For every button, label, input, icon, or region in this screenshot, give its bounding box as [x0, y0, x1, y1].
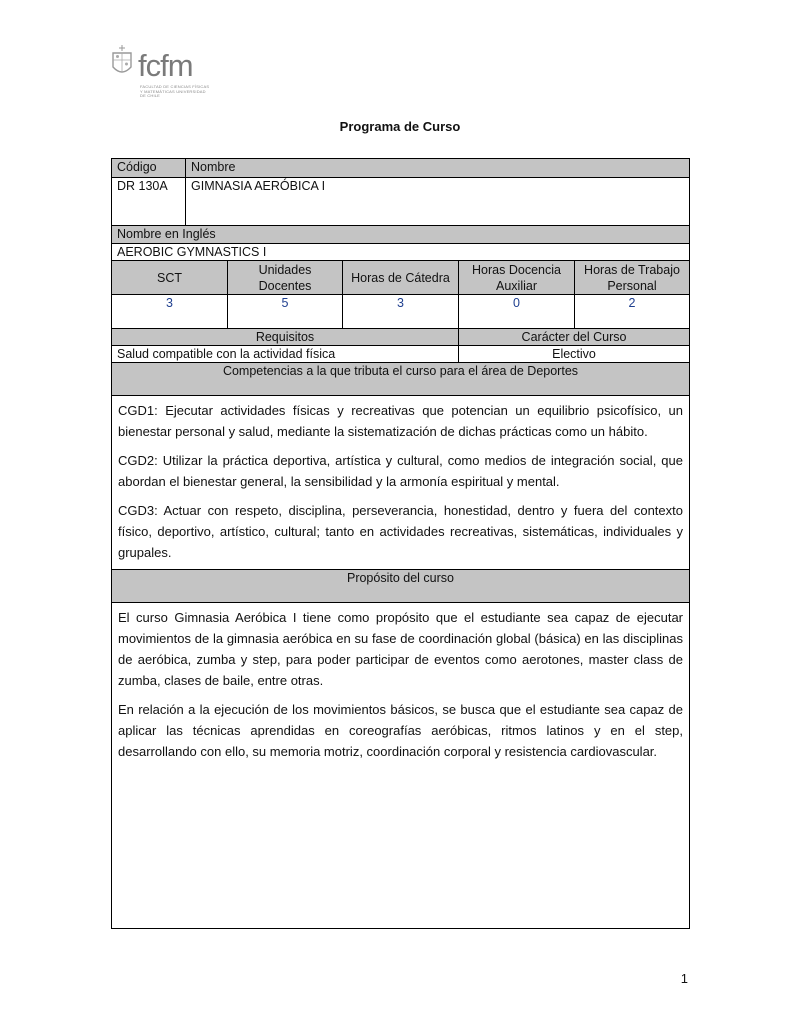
requirements-label: Requisitos — [112, 329, 459, 346]
course-name: GIMNASIA AERÓBICA I — [186, 178, 690, 226]
english-name: AEROBIC GYMNASTICS I — [112, 244, 690, 261]
university-crest-icon — [110, 45, 134, 79]
credits-header-units: Unidades Docentes — [228, 261, 343, 295]
course-program-table — [111, 158, 690, 929]
course-code: DR 130A — [112, 178, 186, 226]
logo-subtitle: FACULTAD DE CIENCIAS FÍSICAS Y MATEMÁTICAS UNIVERSIDAD DE CHILE — [140, 84, 210, 98]
purpose-paragraph: En relación a la ejecución de los movimientos básicos, se busca que el estudiante sea capaz de aplicar las técnicas aprendidas en coreografías aeróbicas, ritmos latinos y en el step, desarrollando con ello, su memoria motriz, coordinación corporal y resistencia cardiovascular. — [118, 702, 683, 759]
credits-value-sct: 3 — [112, 295, 228, 329]
page-title: Programa de Curso — [339, 119, 461, 134]
credits-value-personal-hours: 2 — [575, 295, 690, 329]
competencies-heading: Competencias a la que tributa el curso para el área de Deportes — [112, 363, 690, 396]
credits-value-units: 5 — [228, 295, 343, 329]
competencies-body — [112, 396, 690, 570]
credits-header-personal-hours: Horas de Trabajo Personal — [575, 261, 690, 295]
requirements-value: Salud compatible con la actividad física — [112, 346, 459, 363]
competency-item: CGD2: Utilizar la práctica deportiva, artística y cultural, como medios de integración social, que abordan el bienestar general, la sensibilidad y la armonía espiritual y mental. — [118, 453, 683, 489]
credits-value-lecture-hours: 3 — [343, 295, 459, 329]
purpose-heading: Propósito del curso — [112, 570, 690, 603]
purpose-body — [112, 603, 690, 929]
credits-value-auxiliary-hours: 0 — [459, 295, 575, 329]
english-name-label: Nombre en Inglés — [112, 226, 690, 244]
credits-header-lecture-hours: Horas de Cátedra — [343, 261, 459, 295]
purpose-paragraph: El curso Gimnasia Aeróbica I tiene como propósito que el estudiante sea capaz de ejecutar movimientos de la gimnasia aeróbica en su fase de coordinación global (básica) en las disciplinas de aeróbica, zumba y step, para poder participar de eventos como aerotones, master class de zumba, clases de baile, entre otras. — [118, 610, 683, 688]
character-label: Carácter del Curso — [459, 329, 690, 346]
fcfm-logo — [110, 45, 210, 103]
logo-wordmark: fcfm — [138, 48, 193, 83]
competency-item: CGD1: Ejecutar actividades físicas y recreativas que potencian un equilibrio psicofísico, un bienestar personal y salud, mediante la sistematización de dichas prácticas como un hábito. — [118, 403, 683, 439]
competency-item: CGD3: Actuar con respeto, disciplina, perseverancia, honestidad, dentro y fuera del contexto físico, deportivo, artístico, cultural; tanto en actividades recreativas, sistemáticas, individuales y grupales. — [118, 503, 683, 560]
name-label: Nombre — [186, 159, 690, 178]
credits-header-sct: SCT — [112, 261, 228, 295]
character-value: Electivo — [459, 346, 690, 363]
code-label: Código — [112, 159, 186, 178]
page-number: 1 — [680, 971, 688, 986]
credits-header-auxiliary-hours: Horas Docencia Auxiliar — [459, 261, 575, 295]
